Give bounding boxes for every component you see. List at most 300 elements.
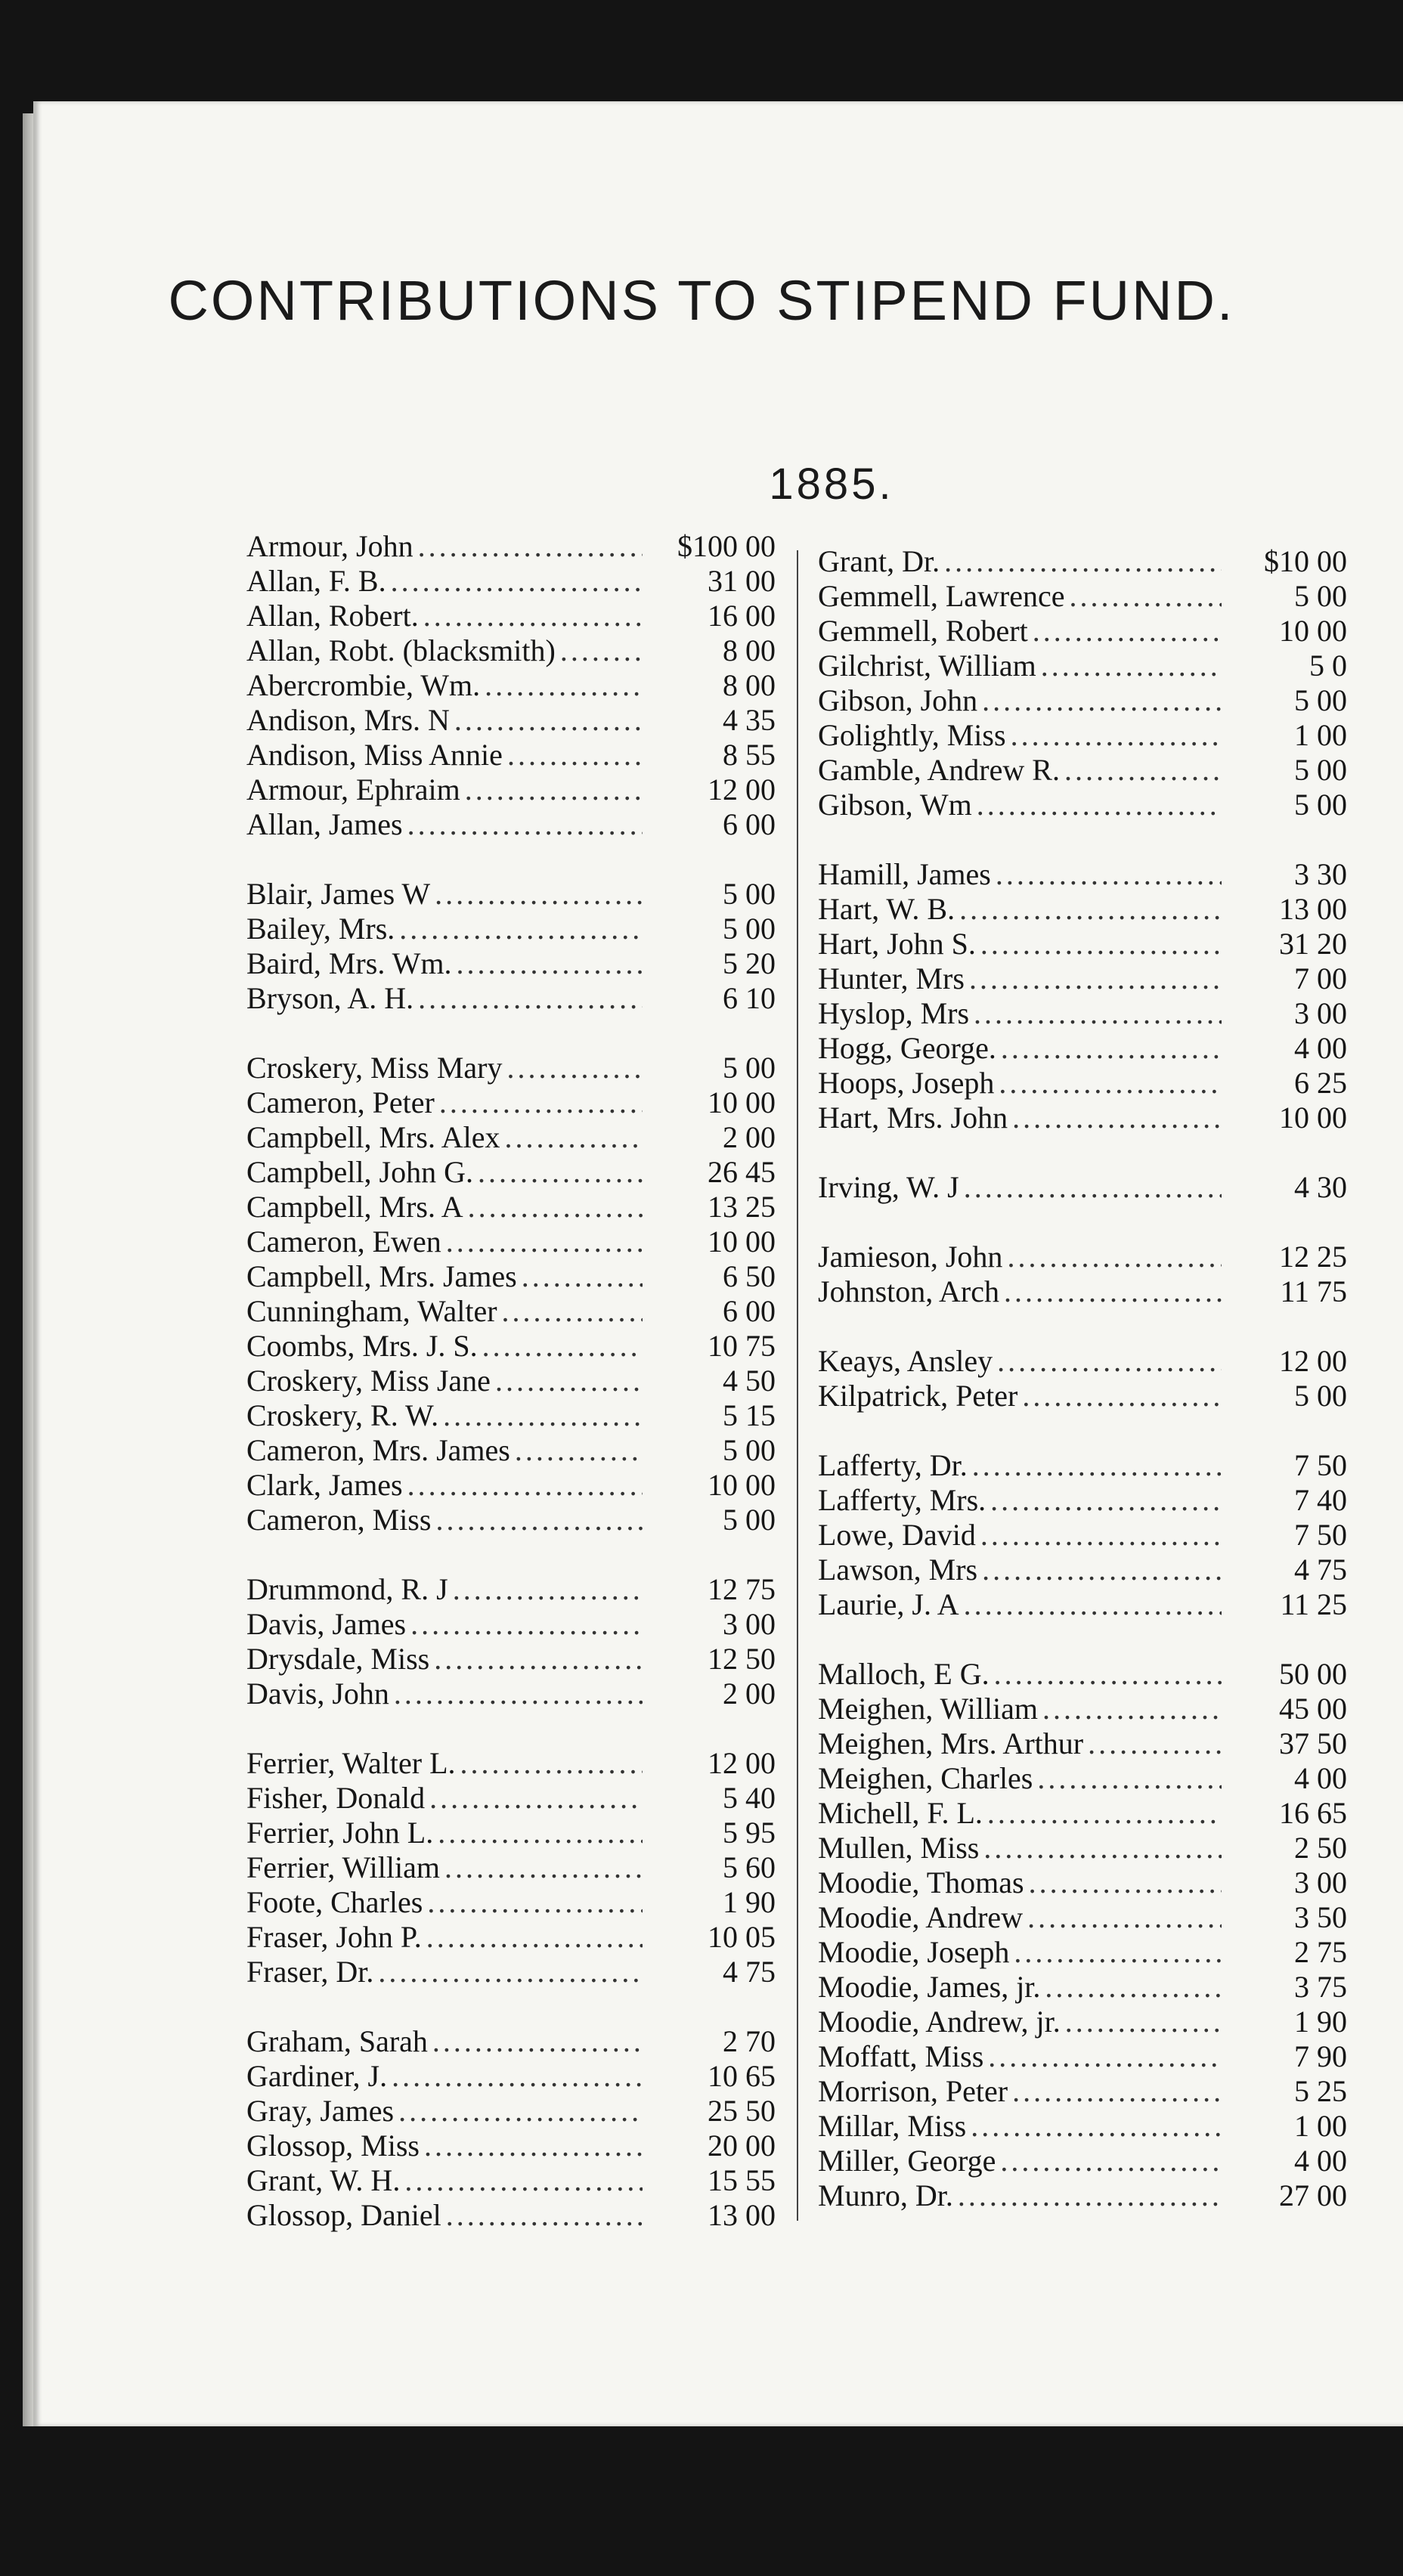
contributor-name: Grant, W. H.	[246, 2163, 401, 2197]
contribution-amount: 25 50	[708, 2094, 776, 2128]
contribution-row	[818, 2144, 1347, 2178]
contribution-amount: 26 45	[708, 1155, 776, 1189]
contribution-row	[818, 1831, 1347, 1865]
contributor-name: Croskery, Miss Mary	[246, 1051, 503, 1085]
page-title: CONTRIBUTIONS TO STIPEND FUND.	[168, 269, 1235, 332]
contribution-row	[818, 718, 1347, 753]
contribution-row	[246, 1259, 776, 1294]
contribution-row	[246, 2059, 776, 2094]
contribution-amount: 50 00	[1279, 1657, 1347, 1691]
leader-dots	[964, 1170, 1222, 1205]
contribution-row	[246, 1746, 776, 1781]
contribution-group	[246, 877, 776, 1016]
contribution-row	[818, 1900, 1347, 1935]
leader-dots	[1065, 2005, 1222, 2039]
contributor-name: Fisher, Donald	[246, 1781, 426, 1815]
contribution-group	[818, 1344, 1347, 1413]
contributor-name: Gilchrist, William	[818, 649, 1036, 683]
contributor-name: Hoops, Joseph	[818, 1066, 995, 1100]
contributor-name: Moodie, Joseph	[818, 1935, 1010, 1969]
leader-dots	[964, 1587, 1222, 1622]
contributor-name: Moodie, James, jr.	[818, 1970, 1041, 2004]
column-divider	[797, 550, 798, 2221]
leader-dots	[439, 1085, 643, 1120]
leader-dots	[438, 1816, 643, 1850]
contribution-amount: 13 00	[708, 2198, 776, 2232]
contribution-group	[246, 1051, 776, 1537]
leader-dots	[418, 529, 643, 564]
contribution-row	[818, 1935, 1347, 1970]
leader-dots	[435, 877, 643, 912]
contributor-name: Laurie, J. A	[818, 1587, 959, 1621]
contributor-name: Michell, F. L.	[818, 1796, 983, 1830]
contribution-row	[246, 1433, 776, 1468]
contribution-row	[818, 1970, 1347, 2005]
leader-dots	[982, 683, 1222, 718]
contribution-row	[246, 1607, 776, 1642]
contributor-name: Fraser, Dr.	[246, 1955, 374, 1989]
leader-dots	[982, 1553, 1222, 1587]
contribution-amount: 4 00	[1294, 1031, 1347, 1065]
contributor-name: Allan, F. B.	[246, 564, 386, 598]
contribution-row	[246, 1364, 776, 1398]
leader-dots	[560, 633, 643, 668]
contribution-group	[818, 1170, 1347, 1205]
contribution-row	[246, 1190, 776, 1225]
leader-dots	[944, 544, 1222, 579]
contributor-name: Graham, Sarah	[246, 2024, 428, 2058]
leader-dots	[478, 1155, 643, 1190]
contribution-amount: 15 55	[708, 2163, 776, 2197]
contributor-name: Cameron, Peter	[246, 1085, 435, 1119]
leader-dots	[515, 1433, 643, 1468]
leader-dots	[990, 1483, 1222, 1518]
contribution-amount: 45 00	[1279, 1692, 1347, 1726]
contributor-name: Moodie, Andrew, jr.	[818, 2005, 1061, 2039]
contribution-row	[246, 877, 776, 912]
contributor-name: Hogg, George.	[818, 1031, 996, 1065]
contributor-name: Clark, James	[246, 1468, 403, 1502]
contribution-row	[246, 981, 776, 1016]
contribution-row	[818, 544, 1347, 579]
contribution-amount: 16 00	[708, 599, 776, 633]
contributor-name: Moffatt, Miss	[818, 2039, 984, 2073]
leader-dots	[1012, 1101, 1222, 1135]
contribution-amount: $100 00	[677, 529, 776, 563]
contribution-row	[818, 1170, 1347, 1205]
contribution-amount: 1 90	[1294, 2005, 1347, 2039]
contribution-amount: 2 00	[723, 1677, 776, 1711]
contribution-group	[246, 2024, 776, 2233]
contribution-group	[818, 544, 1347, 822]
contributor-name: Moodie, Andrew	[818, 1900, 1024, 1934]
contribution-amount: 4 75	[723, 1955, 776, 1989]
contribution-row	[246, 1677, 776, 1711]
contribution-amount: 13 25	[708, 1190, 776, 1224]
contributor-name: Malloch, E G.	[818, 1657, 990, 1691]
contributor-name: Golightly, Miss	[818, 718, 1006, 752]
contributor-name: Grant, Dr.	[818, 544, 940, 578]
contributor-name: Cunningham, Walter	[246, 1294, 497, 1328]
contribution-row	[818, 857, 1347, 892]
contributor-name: Meighen, William	[818, 1692, 1038, 1726]
contribution-row	[818, 649, 1347, 683]
contribution-amount: 27 00	[1279, 2178, 1347, 2212]
contributor-name: Lafferty, Mrs.	[818, 1483, 986, 1517]
contributor-name: Davis, John	[246, 1677, 389, 1711]
contributor-name: Armour, John	[246, 529, 413, 563]
contribution-row	[818, 614, 1347, 649]
contribution-row	[818, 2178, 1347, 2213]
contributor-name: Davis, James	[246, 1607, 407, 1641]
contribution-amount: 5 25	[1294, 2074, 1347, 2108]
leader-dots	[424, 2129, 643, 2163]
leader-dots	[1027, 1900, 1222, 1935]
leader-dots	[997, 1344, 1222, 1379]
contribution-amount: 3 50	[1294, 1900, 1347, 1934]
contribution-amount: 20 00	[708, 2129, 776, 2163]
contribution-amount: 5 40	[723, 1781, 776, 1815]
contributor-name: Hart, W. B.	[818, 892, 955, 926]
contribution-row	[818, 1553, 1347, 1587]
contributor-name: Baird, Mrs. Wm.	[246, 946, 452, 980]
contribution-row	[246, 529, 776, 564]
contributor-name: Gray, James	[246, 2094, 395, 2128]
leader-dots	[407, 807, 643, 842]
leader-dots	[983, 1831, 1222, 1865]
right-column	[818, 544, 1347, 2248]
contribution-amount: 6 25	[1294, 1066, 1347, 1100]
leader-dots	[505, 1120, 643, 1155]
contribution-row	[818, 788, 1347, 822]
contribution-row	[818, 892, 1347, 927]
leader-dots	[434, 1642, 643, 1677]
contributor-name: Lafferty, Dr.	[818, 1448, 968, 1482]
leader-dots	[977, 788, 1222, 822]
contribution-row	[818, 1101, 1347, 1135]
leader-dots	[972, 1448, 1222, 1483]
contribution-row	[818, 1066, 1347, 1101]
leader-dots	[410, 1607, 643, 1642]
contribution-row	[246, 1572, 776, 1607]
contribution-amount: 5 00	[1294, 683, 1347, 717]
leader-dots	[482, 1329, 643, 1364]
leader-dots	[378, 1955, 643, 1989]
contribution-row	[246, 1398, 776, 1433]
contribution-amount: 5 20	[723, 946, 776, 980]
leader-dots	[1064, 753, 1222, 788]
leader-dots	[969, 961, 1222, 996]
contribution-row	[246, 1155, 776, 1190]
contribution-row	[818, 2109, 1347, 2144]
contribution-amount: 4 75	[1294, 1553, 1347, 1587]
leader-dots	[426, 1920, 643, 1955]
leader-dots	[1011, 718, 1222, 753]
contribution-row	[246, 1816, 776, 1850]
contribution-row	[246, 1329, 776, 1364]
left-column	[246, 529, 776, 2268]
contribution-row	[246, 2024, 776, 2059]
contribution-row	[246, 633, 776, 668]
contribution-amount: 31 00	[708, 564, 776, 598]
leader-dots	[971, 2109, 1222, 2144]
contribution-amount: 3 00	[1294, 1865, 1347, 1899]
leader-dots	[1000, 2144, 1222, 2178]
leader-dots	[959, 892, 1222, 927]
leader-dots	[418, 981, 643, 1016]
contribution-amount: 2 75	[1294, 1935, 1347, 1969]
contribution-row	[246, 738, 776, 772]
contribution-amount: 12 00	[708, 1746, 776, 1780]
contributor-name: Morrison, Peter	[818, 2074, 1008, 2108]
contribution-amount: 3 75	[1294, 1970, 1347, 2004]
year-heading: 1885.	[769, 460, 894, 509]
leader-dots	[1007, 1240, 1222, 1274]
contribution-row	[246, 668, 776, 703]
contribution-amount: 1 90	[723, 1885, 776, 1919]
contribution-row	[246, 772, 776, 807]
contribution-row	[818, 1587, 1347, 1622]
leader-dots	[502, 1294, 643, 1329]
contribution-row	[246, 1051, 776, 1085]
leader-dots	[407, 1468, 643, 1503]
leader-dots	[980, 1518, 1222, 1553]
contributor-name: Coombs, Mrs. J. S.	[246, 1329, 478, 1363]
contributor-name: Drysdale, Miss	[246, 1642, 430, 1676]
contribution-row	[818, 2074, 1347, 2109]
contribution-group	[246, 1746, 776, 1989]
contribution-group	[818, 1240, 1347, 1309]
contribution-amount: 12 75	[708, 1572, 776, 1606]
contribution-amount: 7 90	[1294, 2039, 1347, 2073]
leader-dots	[507, 1051, 643, 1085]
contributor-name: Andison, Miss Annie	[246, 738, 503, 772]
leader-dots	[994, 1657, 1222, 1692]
leader-dots	[468, 1190, 643, 1225]
leader-dots	[391, 564, 643, 599]
contribution-amount: 6 50	[723, 1259, 776, 1293]
contribution-amount: 10 05	[708, 1920, 776, 1954]
contributor-name: Campbell, Mrs. A	[246, 1190, 463, 1224]
contributor-name: Bailey, Mrs.	[246, 912, 395, 946]
leader-dots	[454, 703, 643, 738]
contribution-amount: 2 70	[723, 2024, 776, 2058]
contributor-name: Ferrier, Walter L.	[246, 1746, 456, 1780]
contribution-row	[818, 1379, 1347, 1413]
contributor-name: Campbell, Mrs. James	[246, 1259, 517, 1293]
contributor-name: Foote, Charles	[246, 1885, 423, 1919]
leader-dots	[427, 1885, 643, 1920]
contributor-name: Hunter, Mrs	[818, 961, 965, 995]
contribution-amount: 11 75	[1280, 1274, 1347, 1308]
leader-dots	[999, 1066, 1222, 1101]
contributor-name: Cameron, Mrs. James	[246, 1433, 510, 1467]
contribution-row	[818, 1240, 1347, 1274]
contribution-amount: 4 00	[1294, 1761, 1347, 1795]
contribution-row	[818, 1518, 1347, 1553]
contribution-amount: 4 30	[1294, 1170, 1347, 1204]
contribution-row	[818, 1726, 1347, 1761]
contribution-amount: 6 10	[723, 981, 776, 1015]
contributor-name: Allan, Robt. (blacksmith)	[246, 633, 556, 667]
leader-dots	[507, 738, 643, 772]
contribution-amount: 10 00	[1279, 1101, 1347, 1135]
contribution-amount: 5 95	[723, 1816, 776, 1850]
leader-dots	[1045, 1970, 1222, 2005]
contribution-row	[246, 1920, 776, 1955]
contributor-name: Ferrier, William	[246, 1850, 440, 1884]
contribution-row	[818, 1761, 1347, 1796]
leader-dots	[958, 2178, 1222, 2213]
contributor-name: Mullen, Miss	[818, 1831, 980, 1865]
contribution-amount: 3 00	[1294, 996, 1347, 1030]
contributor-name: Hart, Mrs. John	[818, 1101, 1008, 1135]
contribution-row	[818, 1657, 1347, 1692]
contributor-name: Glossop, Daniel	[246, 2198, 441, 2232]
leader-dots	[1041, 649, 1222, 683]
contribution-amount: 4 00	[1294, 2144, 1347, 2178]
contributor-name: Bryson, A. H.	[246, 981, 414, 1015]
contribution-amount: 12 25	[1279, 1240, 1347, 1274]
contribution-amount: 12 00	[1279, 1344, 1347, 1378]
contributor-name: Hamill, James	[818, 857, 991, 891]
contribution-amount: 5 00	[1294, 579, 1347, 613]
contribution-amount: 2 00	[723, 1120, 776, 1154]
contribution-amount: 10 00	[708, 1225, 776, 1259]
leader-dots	[1012, 2074, 1222, 2109]
contribution-row	[818, 2039, 1347, 2074]
contribution-amount: 3 00	[723, 1607, 776, 1641]
leader-dots	[404, 2163, 643, 2198]
leader-dots	[1022, 1379, 1222, 1413]
contribution-row	[246, 703, 776, 738]
leader-dots	[1088, 1726, 1222, 1761]
contribution-amount: 2 50	[1294, 1831, 1347, 1865]
contributor-name: Meighen, Mrs. Arthur	[818, 1726, 1084, 1760]
leader-dots	[1033, 614, 1222, 649]
leader-dots	[435, 1503, 643, 1537]
contribution-amount: 10 75	[708, 1329, 776, 1363]
contribution-amount: 7 40	[1294, 1483, 1347, 1517]
leader-dots	[980, 927, 1222, 961]
contribution-row	[246, 1294, 776, 1329]
contributor-name: Gemmell, Robert	[818, 614, 1028, 648]
contribution-amount: 3 30	[1294, 857, 1347, 891]
contributor-name: Croskery, Miss Jane	[246, 1364, 491, 1398]
contribution-amount: 10 65	[708, 2059, 776, 2093]
leader-dots	[1004, 1274, 1222, 1309]
contributor-name: Gardiner, J.	[246, 2059, 388, 2093]
contributor-name: Moodie, Thomas	[818, 1865, 1024, 1899]
leader-dots	[399, 912, 643, 946]
contributor-name: Campbell, Mrs. Alex	[246, 1120, 500, 1154]
leader-dots	[1001, 1031, 1222, 1066]
contribution-amount: 5 00	[1294, 788, 1347, 822]
contributor-name: Campbell, John G.	[246, 1155, 473, 1189]
contributor-name: Allan, James	[246, 807, 403, 841]
contribution-amount: 13 00	[1279, 892, 1347, 926]
contribution-row	[818, 683, 1347, 718]
contribution-row	[246, 807, 776, 842]
contribution-row	[818, 753, 1347, 788]
leader-dots	[429, 1781, 643, 1816]
contributor-name: Gibson, John	[818, 683, 978, 717]
leader-dots	[1037, 1761, 1222, 1796]
leader-dots	[432, 2024, 643, 2059]
contributor-name: Munro, Dr.	[818, 2178, 953, 2212]
contribution-amount: 1 00	[1294, 2109, 1347, 2143]
contribution-row	[246, 1120, 776, 1155]
contributor-name: Irving, W. J	[818, 1170, 959, 1204]
contributor-name: Hyslop, Mrs	[818, 996, 970, 1030]
contribution-amount: 4 35	[723, 703, 776, 737]
contribution-amount: 1 00	[1294, 718, 1347, 752]
contribution-row	[246, 1955, 776, 1989]
contribution-amount: 5 00	[723, 1051, 776, 1085]
contribution-row	[246, 1085, 776, 1120]
contribution-row	[246, 2129, 776, 2163]
contribution-row	[246, 599, 776, 633]
contribution-group	[818, 857, 1347, 1135]
contribution-row	[246, 912, 776, 946]
contributor-name: Cameron, Ewen	[246, 1225, 441, 1259]
contribution-amount: 10 00	[708, 1468, 776, 1502]
contribution-row	[818, 996, 1347, 1031]
contribution-amount: 31 20	[1279, 927, 1347, 961]
contributor-name: Andison, Mrs. N	[246, 703, 450, 737]
leader-dots	[974, 996, 1222, 1031]
leader-dots	[444, 1850, 643, 1885]
contribution-row	[818, 1344, 1347, 1379]
contribution-row	[818, 1483, 1347, 1518]
contributor-name: Cameron, Miss	[246, 1503, 432, 1537]
contribution-amount: 7 50	[1294, 1518, 1347, 1552]
contribution-row	[246, 1781, 776, 1816]
contribution-amount: 7 00	[1294, 961, 1347, 995]
leader-dots	[453, 1572, 643, 1607]
contribution-amount: $10 00	[1264, 544, 1347, 578]
leader-dots	[495, 1364, 643, 1398]
contribution-row	[246, 2163, 776, 2198]
contribution-amount: 5 00	[723, 912, 776, 946]
contribution-amount: 12 00	[708, 772, 776, 807]
contribution-row	[818, 1274, 1347, 1309]
leader-dots	[1029, 1865, 1222, 1900]
contributor-name: Armour, Ephraim	[246, 772, 460, 807]
contributor-name: Kilpatrick, Peter	[818, 1379, 1018, 1413]
contribution-row	[246, 1885, 776, 1920]
leader-dots	[394, 1677, 643, 1711]
contribution-row	[818, 1865, 1347, 1900]
contributor-name: Gamble, Andrew R.	[818, 753, 1060, 787]
contribution-amount: 5 00	[723, 1503, 776, 1537]
contribution-row	[246, 564, 776, 599]
contribution-amount: 8 00	[723, 633, 776, 667]
contributor-name: Miller, George	[818, 2144, 996, 2178]
contribution-group	[818, 1657, 1347, 2213]
contributor-name: Gemmell, Lawrence	[818, 579, 1065, 613]
contributor-name: Lowe, David	[818, 1518, 976, 1552]
contribution-amount: 37 50	[1279, 1726, 1347, 1760]
contribution-row	[818, 1448, 1347, 1483]
leader-dots	[522, 1259, 643, 1294]
leader-dots	[456, 946, 643, 981]
leader-dots	[465, 772, 643, 807]
contributor-name: Drummond, R. J	[246, 1572, 448, 1606]
leader-dots	[392, 2059, 643, 2094]
contribution-amount: 12 50	[708, 1642, 776, 1676]
contribution-row	[818, 961, 1347, 996]
